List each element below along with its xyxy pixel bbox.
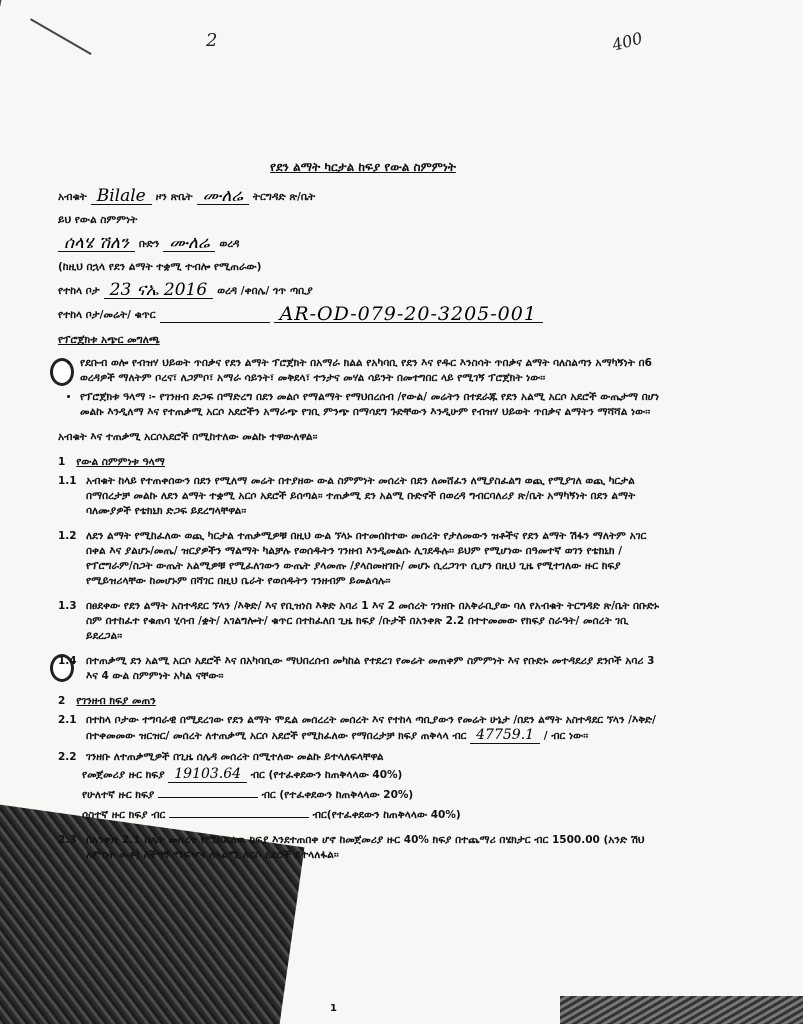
bullet-item: • የፕሮጀክቱ ዓላማ ፡- የገንዘብ ድጋፍ በማድረግ በደን መልሶ የማልማት የማህበረሰብ /የውል/ መሬትን በተደራጁ የደን አልሚ አርሶ አደሮች ውጤታማ በሆነ መልኩ እንዲለማ እና የተጠቃሚ አርሶ አደሮችን አማራጭ የገቢ ምንጭ በማሳደግ ጉድቸውን እንዲሁም የብዝሃ ህይወት ጥበቃና ልማትን ማሻሻል ነው፡፡	[80, 390, 668, 420]
section-title: የገንዘብ ክፍያ መጠን	[76, 695, 156, 707]
clause-number: 2.3	[58, 834, 77, 846]
clause-number: 1.1	[58, 475, 77, 487]
clause-text: በተጠቃሚ ደን አልሚ አርሶ አደሮች እና በአካባቢው ማህበረሰብ መካከል የተደረገ የመሬት መጠቀም ስምምነት እና የቡድኑ መተዳደሪያ ደንቦች አባሪ 3 እና 4 ውል ስምምነት አካል ናቸው፡፡	[86, 655, 655, 682]
zone-value: ሙለሬ	[197, 189, 249, 205]
installment-label: ሶስተኛ ዙር ክፍያ ብር	[82, 809, 166, 821]
header-row-3	[58, 233, 668, 253]
total-amount: 47759.1	[470, 727, 540, 744]
header-row-date	[58, 280, 668, 300]
clause-2-1	[58, 713, 668, 744]
party2-value: ሰላሄ ሽለን	[58, 236, 135, 252]
clause-text	[86, 713, 668, 744]
background-carpet	[560, 996, 803, 1024]
zone-label: ዞን ጽቤት	[155, 191, 193, 203]
fold-line	[30, 18, 92, 55]
document-body	[58, 160, 668, 873]
header-row-1	[58, 186, 668, 206]
intro-text: አብቁት እና ተጠቃሚ አርሶአደሮች በሚከተለው መልኩ ተዋውለዋል፡፡	[58, 431, 318, 443]
clause-1-2	[58, 529, 668, 589]
clause-number: 2.1	[58, 714, 77, 726]
clause-2-2	[58, 750, 668, 765]
clause-text: አብቁት ከላይ የተጠቀሰውን በደን የሚለማ መሬት በተያዘው ውል ስምምነት መሰረት በደን ለመሸፈን ለሚያስፈልግ ወጪ የሚያገለ ወጪ ካርታል በማበረታቻ መልኩ ለደን ልማት ተቋሚ አርሶ አደሮች ይሰጣል፡፡ ተጠቃሚ ደን አልሚ ቡድኖች በወረዳ ግብርባለሪያ ጽ/ቤት አማካኝነት በደን ልማት ባለሙያዎች የቴክኒክ ድጋፍ ይደረግላቸዋል፡፡	[86, 475, 636, 517]
party1-value: Bilale	[91, 189, 152, 205]
installment-row	[82, 785, 668, 803]
header-row-2	[58, 213, 668, 228]
installment-note: ብር (የተፈቀደውን ከጠቅላላው 40%)	[250, 769, 403, 781]
clause-2-3	[58, 833, 668, 863]
between-label: ይህ የውል ስምምነት	[58, 214, 138, 226]
section-2-heading	[58, 694, 668, 709]
section-1-heading	[58, 455, 668, 470]
installment-note: ብር(የተፈቀደውን ከጠቅላላው 40%)	[312, 809, 461, 821]
clause-text: በፀደቀው የደን ልማት አስተዳደር ኘላን /እቅድ/ እና የቢዝነስ እቅድ አባሪ 1 እና 2 መሰረት ገንዘቡ በአቅራቢያው ባለ የአብቁት ትርግዳድ ጽ/ቤት በቡድኑ ስም በተከፈተ የቁጠባ ሂሳብ /ቋት/ አገልግሎት/ ቁጥር በተከፈለበ ጊዜ ክፍያ /ቡታች በአንቀጽ 2.2 በተተመመው የክፍያ ስራዓት/ መሰረት ገቢ ይደረጋል፡፡	[86, 600, 659, 642]
section-number: 2	[58, 695, 66, 707]
blank-line	[169, 805, 309, 818]
section-title: የውል ስምምነቱ ዓላማ	[76, 456, 165, 468]
note-text: (ከዚህ በኋላ የደን ልማት ተቋሚ ተብሎ የሚጠራው)	[58, 261, 262, 273]
section-number: 1	[58, 456, 66, 468]
clause-suffix: / ብር ነው፡፡	[543, 730, 589, 742]
date-value: 23 ናኤ 2016	[104, 283, 214, 299]
clause-1-1	[58, 474, 668, 519]
page-number: 1	[330, 1003, 337, 1014]
clause-number: 1.2	[58, 530, 77, 542]
clause-number: 1.4	[58, 655, 77, 667]
installment-row	[82, 767, 668, 783]
clause-number: 2.2	[58, 751, 77, 763]
clause-text: በአንቀጽ 2.1 ስሌት መሰረት የሚከፈለዉ ክፍያ እንደተጠበቀ ሆኖ ከመጀመሪያ ዙር 40% ክፍያ በተጨማሪ በሄክታር ብር 1500.00 (አንድ ሽህ አምስት መቶ) ለችግኝ ማፍዣና ለአልሚ አርሶ አደሮች ይተላለፋል፡፡	[86, 834, 645, 861]
installment-label: የሁለተኛ ዙር ክፍያ	[82, 789, 155, 801]
installment-row	[82, 805, 668, 823]
installment-note: ብር (የተፈቀደውን ከጠቅላላው 20%)	[261, 789, 414, 801]
installment-value: 19103.64	[168, 766, 247, 783]
clause-1-4	[58, 654, 668, 684]
date-suffix: ወረዳ /ቀበሌ/ ጎጥ ጣቢያ	[217, 285, 313, 297]
kebele-label: ቡድን	[138, 238, 160, 250]
handwritten-mark: 2	[206, 30, 218, 51]
bullet-item: • የደቡብ ወሎ የብዝሃ ህይወት ጥበቃና የደን ልማት ፕሮጀክት በአማራ ክልል የአካባቢ የደን እና የዱር እንስሳት ጥበቃና ልማት ባለስልጣን አማካኝነት በ6 ወረዳዎች ማለትም ቦረና፣ ለጋምቦ፣ አማራ ሳይንት፣ መቅደላ፣ ተንታና መሃል ሳይንት በመተግበር ላይ የሚገኝ ፕሮጀክት ነው፡፡	[80, 356, 668, 386]
project-bullets	[80, 356, 668, 420]
clause-1-3	[58, 599, 668, 644]
fold-line	[0, 0, 10, 215]
party1-label: አብቁት	[58, 191, 87, 203]
clause-body: በተከላ ቦታው ተግባራዊ በሚደረገው የደን ልማት ሞዴል መሰረረት መሰረት እና የተከላ ጣቢያውን የመሬት ሁኔታ /በደን ልማት አስተዳደር ኘላን /እቅድ/ በተቀመመው ዝርዝር/ መሰረት ለተጠቃሚ አርሶ አደሮች የሚከፈለው የማበረታቻ ክፍያ ጠቅላላ ብር	[86, 714, 656, 742]
date-label: የተከላ ቦታ	[58, 285, 100, 297]
handwritten-page-mark: 400	[610, 28, 645, 55]
document-title: የደን ልማት ካርታል ከፍያ የውል ስምምነት	[270, 160, 456, 174]
code-value: AR-OD-079-20-3205-001	[274, 307, 543, 323]
header-row-code	[58, 303, 668, 325]
header-note	[58, 260, 668, 275]
clause-number: 1.3	[58, 600, 77, 612]
blank-line	[160, 310, 270, 323]
clause-text: ገንዘቡ ለተጠቃሚዎች በጊዜ ሰሌዳ መሰረት በሚተለው መልኩ ይተላለፍላቸዋል	[86, 751, 384, 763]
clause-text: ለደን ልማት የሚከፈለው ወጪ ካርታል ተጠቃሚዎቹ በዚህ ውል ኘላኑ በተመሰከተው መሰረት የታለመውን ዝቶችና የደን ልማት ሽፋን ማለትም አገር በቀል እና ያልሆኑ/መጤ/ ዝርያዎችን ማልማት ካልቻሉ የወሰዱትን ገንዘብ እንዲመልሱ ሊገደዱሉ፡፡ ይህም የሚሆነው በዓመተኛ ወገን የቴክኒክ /የፕሮግራም/ስጋት ውጤት አልሚዎቹ የሚፈለገውን ውጤት ያላመጡ /ያላስመዘገቡ/ መሆኑ ሲረጋገጥ ሲሆን በዚህ ጊዜ የሚተገለው ዙር ክፍያ የሚይዝሪላቸው ከመሆኑም በሻገር በዚህ ቤራት የወሰዱትን ገንዘብም ይመልሳሉ፡፡	[86, 530, 647, 587]
project-heading: የፕሮጀክቱ አጭር መግለጫ	[58, 334, 160, 346]
code-label: የተከላ ቦታ/መሬት/ ቁጥር	[58, 309, 156, 321]
woreda-label: ወረዳ	[219, 238, 240, 250]
kebele-value: ሙለሬ	[163, 236, 215, 252]
installment-label: የመጀመሪያ ዙር ክፍያ	[82, 769, 165, 781]
office-label: ትርግዳድ ጽ/ቤት	[252, 191, 316, 203]
blank-line	[158, 785, 258, 798]
